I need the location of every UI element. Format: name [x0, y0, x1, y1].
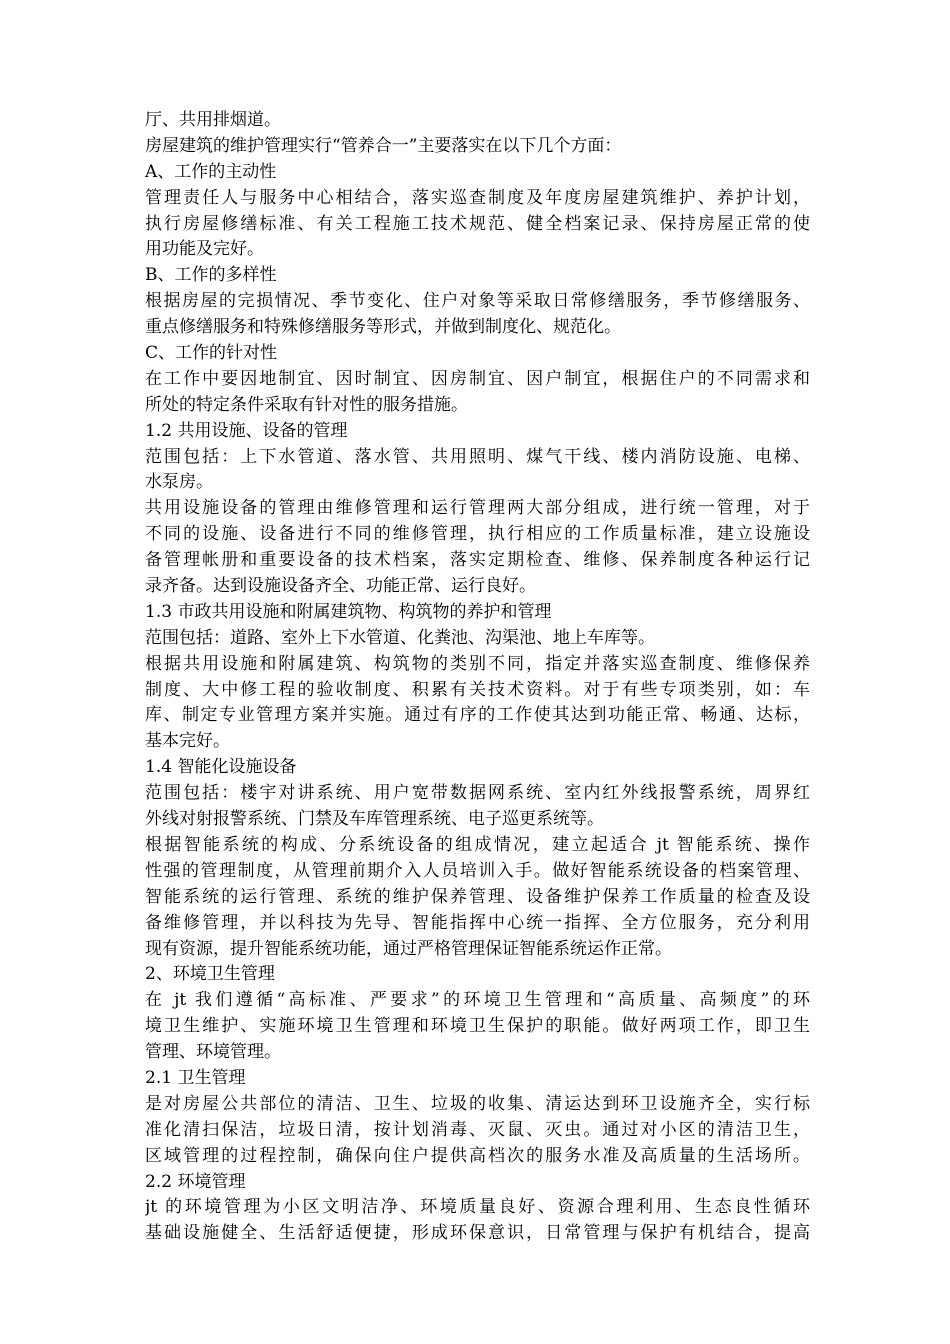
text-line: 管理、环境管理。 [145, 1042, 281, 1063]
text-line: 智能系统的运行管理、系统的维护保养管理、设备维护保养工作质量的检查及设 [145, 886, 810, 907]
text-line: 房屋建筑的维护管理实行“管养合一”主要落实在以下几个方面： [145, 135, 622, 156]
text-line: 备管理帐册和重要设备的技术档案，落实定期检查、维修、保养制度各种运行记 [145, 550, 810, 571]
text-line: 水泵房。 [145, 472, 213, 493]
text-line: 厅、共用排烟道。 [145, 110, 281, 130]
text-line: 准化清扫保洁，垃圾日清，按计划消毒、灭鼠、灭虫。通过对小区的清洁卫生， [145, 1119, 810, 1140]
text-line: 共用设施设备的管理由维修管理和运行管理两大部分组成，进行统一管理，对于 [145, 498, 810, 519]
text-line: 备维修管理，并以科技为先导、智能指挥中心统一指挥、全方位服务，充分利用 [145, 912, 810, 933]
text-line: A、工作的主动性 [145, 161, 277, 182]
text-line: 在 jt 我们遵循“高标准、严要求”的环境卫生管理和“高质量、高频度”的环 [145, 990, 810, 1011]
text-line: jt 的环境管理为小区文明洁净、环境质量良好、资源合理利用、生态良性循环 [145, 1197, 810, 1218]
text-line: 境卫生维护、实施环境卫生管理和环境卫生保护的职能。做好两项工作，即卫生 [145, 1016, 810, 1037]
text-line: 所处的特定条件采取有针对性的服务措施。 [145, 394, 468, 415]
text-line: 现有资源，提升智能系统功能，通过严格管理保证智能系统运作正常。 [145, 938, 672, 959]
text-line: 是对房屋公共部位的清洁、卫生、垃圾的收集、清运达到环卫设施齐全，实行标 [145, 1093, 810, 1114]
text-line: 范围包括：楼宇对讲系统、用户宽带数据网系统、室内红外线报警系统，周界红 [145, 783, 810, 804]
text-line: 管理责任人与服务中心相结合，落实巡查制度及年度房屋建筑维护、养护计划， [145, 187, 810, 208]
text-line: B、工作的多样性 [145, 265, 277, 286]
text-line: 基础设施健全、生活舒适便捷，形成环保意识，日常管理与保护有机结合，提高 [145, 1223, 810, 1244]
text-line: 1.2 共用设施、设备的管理 [145, 420, 348, 441]
text-line: 用功能及完好。 [145, 239, 264, 260]
text-line: C、工作的针对性 [145, 343, 278, 364]
text-line: 范围包括：上下水管道、落水管、共用照明、煤气干线、楼内消防设施、电梯、 [145, 446, 810, 467]
text-line: 根据智能系统的构成、分系统设备的组成情况，建立起适合 jt 智能系统、操作 [145, 834, 810, 855]
text-line: 2、环境卫生管理 [145, 964, 275, 985]
text-line: 不同的设施、设备进行不同的维修管理，执行相应的工作质量标准，建立设施设 [145, 524, 810, 545]
text-line: 库、制定专业管理方案并实施。通过有序的工作使其达到功能正常、畅通、达标， [145, 705, 810, 726]
text-line: 1.3 市政共用设施和附属建筑物、构筑物的养护和管理 [145, 601, 552, 622]
text-line: 1.4 智能化设施设备 [145, 757, 297, 778]
text-line: 重点修缮服务和特殊修缮服务等形式，并做到制度化、规范化。 [145, 317, 621, 338]
text-line: 2.1 卫生管理 [145, 1067, 246, 1088]
text-line: 外线对射报警系统、门禁及车库管理系统、电子巡更系统等。 [145, 809, 604, 830]
text-line: 范围包括：道路、室外上下水管道、化粪池、沟渠池、地上车库等。 [145, 627, 655, 648]
text-line: 录齐备。达到设施设备齐全、功能正常、运行良好。 [145, 576, 536, 597]
text-line: 执行房屋修缮标准、有关工程施工技术规范、健全档案记录、保持房屋正常的使 [145, 213, 810, 234]
text-line: 性强的管理制度，从管理前期介入人员培训入手。做好智能系统设备的档案管理、 [145, 860, 810, 881]
text-line: 基本完好。 [145, 731, 230, 752]
text-line: 2.2 环境管理 [145, 1171, 246, 1192]
text-line: 根据共用设施和附属建筑、构筑物的类别不同，指定并落实巡查制度、维修保养 [145, 653, 810, 674]
text-line: 在工作中要因地制宜、因时制宜、因房制宜、因户制宜，根据住户的不同需求和 [145, 368, 810, 389]
text-line: 制度、大中修工程的验收制度、积累有关技术资料。对于有些专项类别，如：车 [145, 679, 810, 700]
document-body [145, 108, 810, 1247]
text-line: 根据房屋的完损情况、季节变化、住户对象等采取日常修缮服务，季节修缮服务、 [145, 291, 810, 312]
text-line: 区域管理的过程控制，确保向住户提供高档次的服务水准及高质量的生活场所。 [145, 1145, 810, 1166]
